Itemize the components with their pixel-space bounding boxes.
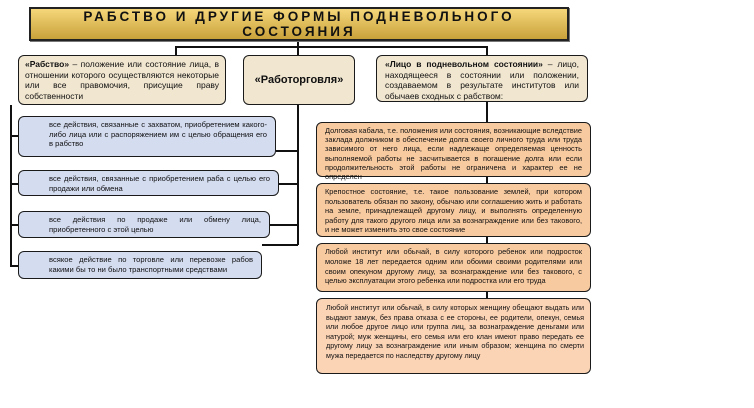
slavery-term: «Рабство» (25, 59, 70, 69)
connector-line (10, 105, 12, 267)
slave-trade-item: все действия, связанные с захватом, приобретением какого-либо лица или с распоряжением им с целью обращения его в рабство (18, 116, 276, 157)
servile-text: – лицо, находящееся в состоянии или положении, создаваемом в результате институтов или обычаев сходных с рабством: (385, 59, 579, 101)
page-title: РАБСТВО И ДРУГИЕ ФОРМЫ ПОДНЕВОЛЬНОГО СОСТОЯНИЯ (29, 7, 569, 41)
slavery-definition (18, 55, 226, 105)
connector-line (276, 150, 298, 152)
servile-definition (376, 55, 588, 102)
slave-trade-item: всякое действие по торговле или перевозке рабов какими бы то ни было транспортными средствами (18, 251, 262, 279)
connector-line (270, 224, 298, 226)
connector-line (175, 46, 487, 48)
connector-line (262, 244, 298, 246)
slave-trade-item: все действия по продаже или обмену лица, приобретенного с этой целью (18, 211, 270, 238)
servile-term: «Лицо в подневольном состоянии» (385, 59, 543, 69)
connector-line (279, 183, 298, 185)
servile-condition-item: Любой институт или обычай, в силу которого ребенок или подросток моложе 18 лет передается одним или обоими своими родителями или своим опекуном другому лицу, за вознаграждение или без такового, с целью эксплуатации этого ребенка или подростка или его труда (316, 243, 591, 292)
slave-trade-item: все действия, связанные с приобретением раба с целью его продажи или обмена (18, 170, 279, 196)
servile-condition-item: Долговая кабала, т.е. положения или состояния, возникающие вследствие заклада должником в обеспечение долга своего личного труда или труда зависимого от него лица, если надлежаще определяемая ценность выполняемой работы не засчитывается в погашение долга или если продолжительность этой работы не ограничена и характер ее не определен (316, 122, 591, 177)
slave-trade-box: «Работорговля» (243, 55, 355, 105)
servile-condition-item: Крепостное состояние, т.е. такое пользование землей, при котором пользователь обязан по закону, обычаю или соглашению жить и работать на земле, принадлежащей другому лицу, и выполнять определенную работу для такого другого лица или за вознаграждение или без такового, и не может изменить это свое состояние (316, 183, 591, 237)
servile-condition-item: Любой институт или обычай, в силу которых женщину обещают выдать или выдают замуж, без права отказа с ее стороны, ее родители, опекун, семья или любое другое лицо или группа лиц, за вознаграждение деньгами или натурой; муж женщины, его семья или его клан имеют право передать ее другому лицу за вознаграждение или иным образом; женщина по смерти мужа передается по наследству другому лицу (316, 298, 591, 374)
slavery-text: – положение или состояние лица, в отношении которого осуществляются некоторые или все правомочия, присущие праву собственности (25, 59, 219, 101)
